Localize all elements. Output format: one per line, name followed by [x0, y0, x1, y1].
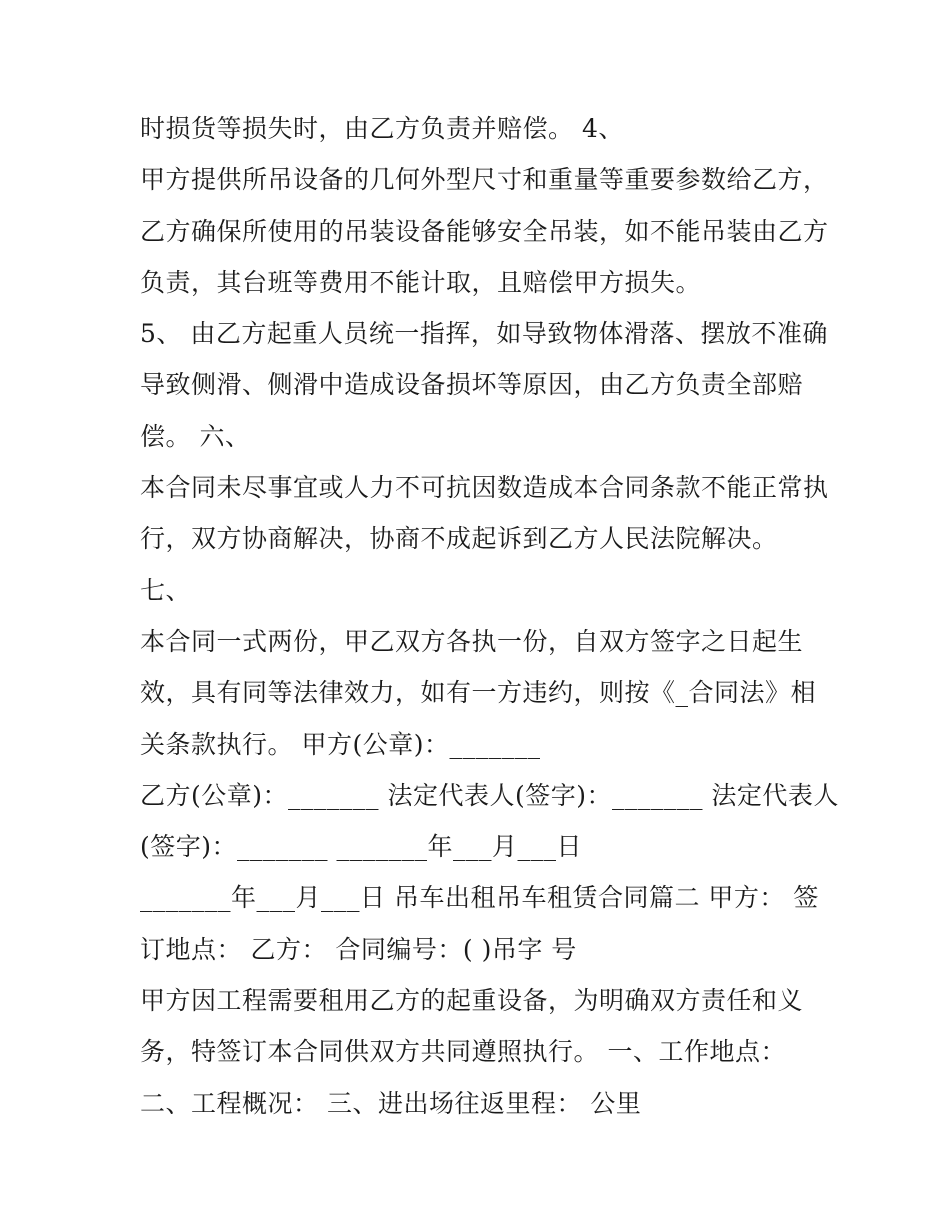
text-line: 甲方提供所吊设备的几何外型尺寸和重量等重要参数给乙方，: [140, 165, 829, 195]
text-line: 效，具有同等法律效力，如有一方违约，则按《_合同法》相: [140, 678, 817, 708]
text-line: 偿。 六、: [140, 421, 251, 451]
text-line: 本合同一式两份，甲乙双方各执一份，自双方签字之日起生: [140, 626, 804, 656]
text-line: 二、工程概况： 三、进出场往返里程： 公里: [140, 1088, 642, 1118]
text-line: (签字)：_______ _______年___月___日: [140, 832, 582, 862]
text-line: 订地点： 乙方： 合同编号：( )吊字 号: [140, 934, 577, 964]
text-line: 甲方因工程需要租用乙方的起重设备，为明确双方责任和义: [140, 986, 804, 1016]
text-line: 时损货等损失时，由乙方负责并赔偿。 4、: [140, 114, 624, 143]
text-line: 负责，其台班等费用不能计取，且赔偿甲方损失。: [140, 267, 702, 297]
text-line: 务，特签订本合同供双方共同遵照执行。 一、工作地点：: [140, 1037, 786, 1067]
text-line: 5、 由乙方起重人员统一指挥，如导致物体滑落、摆放不准确: [140, 319, 828, 349]
text-line: 行，双方协商解决，协商不成起诉到乙方人民法院解决。: [140, 524, 778, 554]
text-line: 导致侧滑、侧滑中造成设备损坏等原因，由乙方负责全部赔: [140, 370, 804, 400]
text-line: 本合同未尽事宜或人力不可抗因数造成本合同条款不能正常执: [140, 473, 829, 503]
contract-body-text: [140, 103, 839, 1129]
text-line: 乙方确保所使用的吊装设备能够安全吊装，如不能吊装由乙方: [140, 216, 829, 246]
text-line: 七、: [140, 575, 192, 605]
text-line: 关条款执行。 甲方(公章)：_______: [140, 729, 541, 759]
text-line: 乙方(公章)：_______ 法定代表人(签字)：_______ 法定代表人: [140, 780, 839, 810]
text-line: _______年___月___日 吊车出租吊车租赁合同篇二 甲方： 签: [140, 883, 819, 913]
